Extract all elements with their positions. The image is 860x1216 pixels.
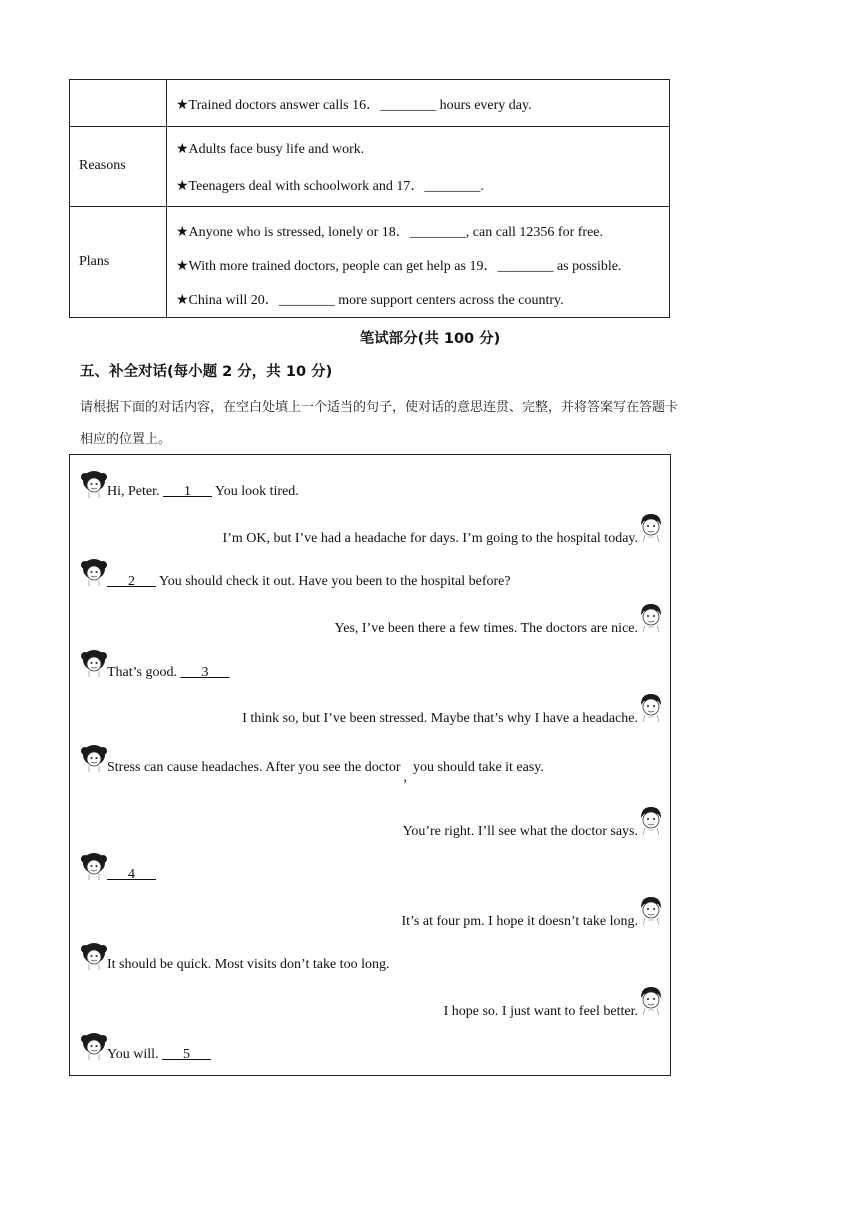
dialogue-line: Stress can cause headaches. After you see the doctor,you should take it easy. bbox=[107, 760, 544, 785]
answer-blank[interactable]: 4 bbox=[128, 867, 135, 882]
dialogue-box bbox=[69, 454, 671, 1076]
row-label: Plans bbox=[79, 254, 110, 269]
boy-avatar-icon bbox=[638, 896, 664, 926]
dialogue-line: 2 You should check it out. Have you been to the hospital before? bbox=[107, 574, 511, 590]
dialogue-line bbox=[107, 867, 156, 883]
answer-blank[interactable]: 1 bbox=[184, 484, 191, 499]
boy-avatar-icon bbox=[638, 986, 664, 1016]
part-title: 五、补全对话(每小题 2 分，共 10 分) bbox=[80, 364, 333, 380]
info-table bbox=[69, 79, 670, 318]
boy-avatar-icon bbox=[638, 693, 664, 723]
dialogue-line: You’re right. I’ll see what the doctor says. bbox=[402, 824, 638, 839]
dialogue-line: I think so, but I’ve been stressed. Maybe that’s why I have a headache. bbox=[242, 711, 638, 726]
answer-blank[interactable]: 5 bbox=[183, 1047, 190, 1062]
boy-avatar-icon bbox=[638, 513, 664, 543]
instruction-text: 请根据下面的对话内容，在空白处填上一个适当的句子，使对话的意思连贯、完整，并将答案写在答题卡 bbox=[80, 400, 679, 415]
table-row bbox=[70, 80, 669, 127]
answer-blank[interactable]: 2 bbox=[128, 574, 135, 589]
answer-blank[interactable]: 3 bbox=[201, 665, 209, 680]
dialogue-line: Yes, I’ve been there a few times. The doctors are nice. bbox=[334, 621, 638, 636]
boy-avatar-icon bbox=[638, 603, 664, 633]
row-text: ★With more trained doctors, people can get help as 19．________ as possible. bbox=[176, 259, 622, 274]
dialogue-line: That’s good. 3 bbox=[107, 665, 230, 681]
dialogue-line: You will. 5 bbox=[107, 1047, 211, 1063]
table-row bbox=[70, 206, 669, 318]
section-title: 笔试部分(共 100 分) bbox=[359, 331, 501, 347]
row-text: ★Teenagers deal with schoolwork and 17．________. bbox=[176, 179, 484, 194]
dialogue-line: It should be quick. Most visits don’t take too long. bbox=[107, 957, 390, 972]
boy-avatar-icon bbox=[638, 806, 664, 836]
instruction-text: 相应的位置上。 bbox=[80, 432, 172, 447]
girl-avatar-icon bbox=[81, 743, 107, 773]
row-text: ★Anyone who is stressed, lonely or 18．________, can call 12356 for free. bbox=[176, 225, 604, 240]
row-text: ★Adults face busy life and work. bbox=[176, 142, 365, 157]
dialogue-line: I hope so. I just want to feel better. bbox=[443, 1004, 638, 1019]
row-label: Reasons bbox=[79, 158, 126, 173]
girl-avatar-icon bbox=[81, 941, 107, 971]
dialogue-line: It’s at four pm. I hope it doesn’t take long. bbox=[401, 914, 638, 929]
girl-avatar-icon bbox=[81, 469, 107, 499]
girl-avatar-icon bbox=[81, 648, 107, 678]
dialogue-line: I’m OK, but I’ve had a headache for days. I’m going to the hospital today. bbox=[222, 531, 638, 546]
girl-avatar-icon bbox=[81, 1031, 107, 1061]
table-row bbox=[70, 126, 669, 207]
row-text: ★Trained doctors answer calls 16．________ hours every day. bbox=[176, 98, 532, 113]
girl-avatar-icon bbox=[81, 851, 107, 881]
row-text: ★China will 20．________ more support centers across the country. bbox=[176, 293, 564, 308]
dialogue-line: Hi, Peter. 1 You look tired. bbox=[107, 484, 299, 499]
girl-avatar-icon bbox=[81, 557, 107, 587]
